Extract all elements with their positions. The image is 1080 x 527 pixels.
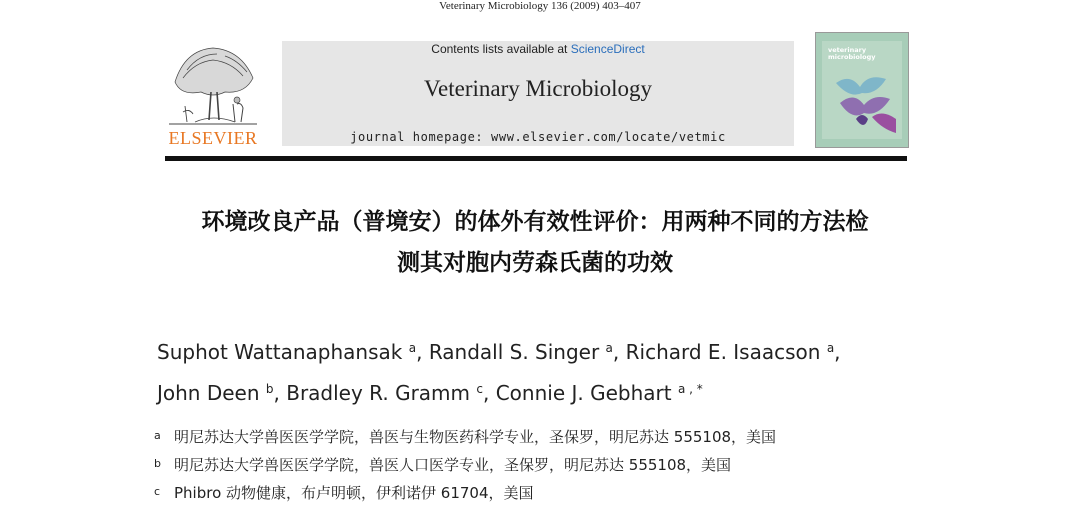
affiliation-item <box>154 453 954 481</box>
article-title-line1: 环境改良产品（普境安）的体外有效性评价：用两种不同的方法检 <box>201 209 869 235</box>
author-affiliation-mark: a <box>408 341 417 355</box>
author-affiliation-mark: c <box>476 382 483 396</box>
author-name[interactable]: Richard E. Isaacson <box>625 340 821 364</box>
sciencedirect-link[interactable]: ScienceDirect <box>570 42 645 56</box>
author-name[interactable]: Suphot Wattanaphansak <box>157 340 403 364</box>
author-line-2 <box>157 371 917 412</box>
cover-title-line1: veterinary <box>828 46 867 54</box>
elsevier-wordmark: ELSEVIER <box>168 128 258 148</box>
author-affiliation-mark: b <box>265 382 274 396</box>
author-separator: , <box>612 340 626 364</box>
affiliation-key: c <box>154 485 161 498</box>
author-separator: , <box>834 340 841 364</box>
author-name[interactable]: Bradley R. Gramm <box>286 381 471 405</box>
author-name[interactable]: Connie J. Gebhart <box>495 381 672 405</box>
author-name[interactable]: John Deen <box>157 381 260 405</box>
affiliation-list <box>154 425 954 509</box>
journal-homepage[interactable]: journal homepage: www.elsevier.com/locate/vetmic <box>350 130 726 144</box>
author-affiliation-mark: a , * <box>677 382 703 396</box>
header-divider <box>165 156 907 161</box>
author-list <box>157 330 917 412</box>
author-line-1 <box>157 330 917 371</box>
article-title <box>150 202 920 284</box>
author-name[interactable]: Randall S. Singer <box>428 340 600 364</box>
author-affiliation-mark: a <box>605 341 613 355</box>
article-title-line2: 测其对胞内劳森氏菌的功效 <box>397 250 673 276</box>
author-separator: , <box>416 340 429 364</box>
affiliation-key: a <box>154 429 161 442</box>
cover-title <box>828 47 904 61</box>
author-separator: , <box>273 381 287 405</box>
contents-line <box>282 42 794 56</box>
contents-prefix: Contents lists available at <box>431 42 571 56</box>
affiliation-item <box>154 425 954 453</box>
elsevier-logo <box>165 42 261 148</box>
journal-citation: Veterinary Microbiology 136 (2009) 403–407 <box>439 0 641 12</box>
affiliation-item <box>154 481 954 509</box>
cover-title-line2: microbiology <box>828 53 876 61</box>
journal-banner <box>282 41 794 146</box>
author-separator: , <box>483 381 496 405</box>
journal-cover <box>815 32 909 148</box>
affiliation-text: Phibro 动物健康，布卢明顿，伊利诺伊 61704，美国 <box>174 484 534 502</box>
affiliation-key: b <box>154 457 161 470</box>
affiliation-text: 明尼苏达大学兽医医学学院，兽医人口医学专业，圣保罗，明尼苏达 555108，美国 <box>174 456 732 474</box>
elsevier-tree-icon <box>165 42 261 128</box>
affiliation-text: 明尼苏达大学兽医医学学院，兽医与生物医药科学专业，圣保罗，明尼苏达 555108，美国 <box>174 428 777 446</box>
journal-title: Veterinary Microbiology <box>423 76 653 101</box>
author-affiliation-mark: a <box>826 341 835 355</box>
